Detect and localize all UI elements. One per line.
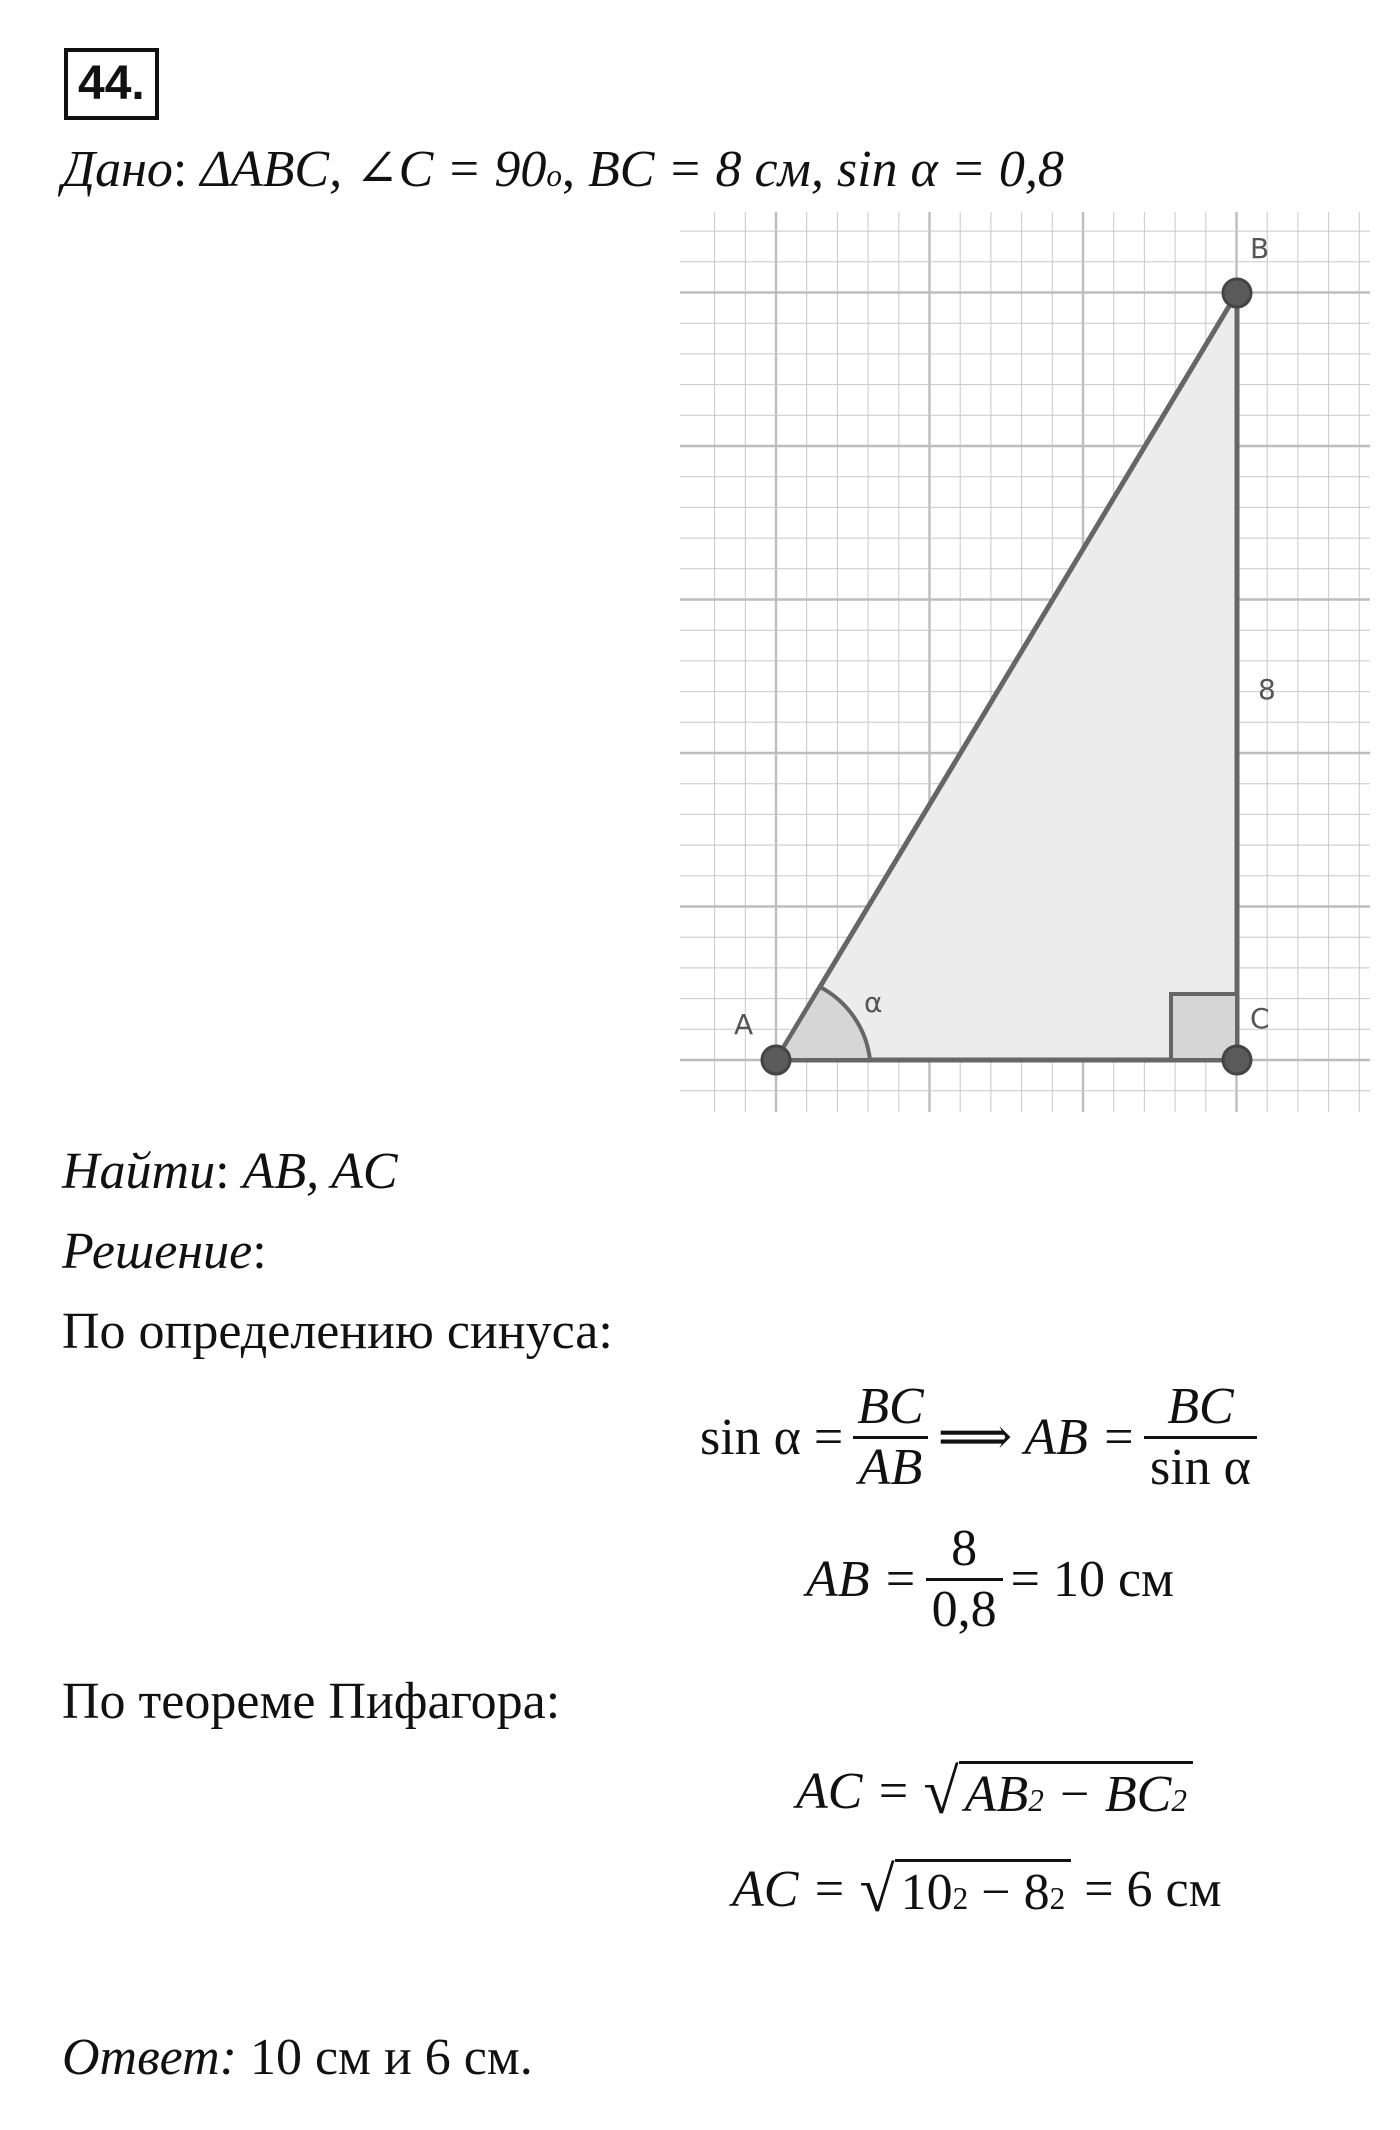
- given-triangle: ΔABC,: [200, 141, 343, 198]
- given-line: Дано: ΔABC, ∠C = $90^o$, BC = 8 см, sin α = 0,8: [62, 141, 1064, 198]
- answer-text: 10 см и 6 см.: [249, 2029, 533, 2086]
- given-label: Дано: [62, 141, 173, 198]
- label-a: A: [734, 1008, 754, 1041]
- f1-fraction: $\frac{BC}{AB}$: [851, 1378, 929, 1497]
- point-b: [1223, 279, 1251, 307]
- point-c: [1223, 1046, 1251, 1074]
- f1-fraction2: $\frac{BC}{\text{sin α}}$: [1144, 1378, 1257, 1497]
- given-sine: sin α = 0,8: [836, 141, 1064, 198]
- triangle-abc: [776, 293, 1237, 1060]
- solution-label: Решение:: [62, 1223, 267, 1280]
- point-a: [762, 1046, 790, 1074]
- formula-sine-definition: [700, 1378, 1265, 1497]
- step1-intro: По определению синуса:: [62, 1303, 613, 1360]
- given-angle: ∠C = $90^o$: [355, 141, 563, 198]
- f4-lhs: AC =: [732, 1861, 847, 1918]
- f2-fraction: $\frac{8}{0,8}$: [926, 1520, 1003, 1639]
- f4-rhs: = 6 см: [1084, 1861, 1222, 1918]
- label-c: C: [1250, 1002, 1270, 1035]
- formula-ac-value: [732, 1854, 1222, 1925]
- step2-intro: По теореме Пифагора:: [62, 1673, 561, 1730]
- label-b: B: [1250, 232, 1270, 265]
- given-side: BC = 8 см,: [588, 141, 824, 198]
- problem-number: 44.: [64, 48, 159, 120]
- find-line: Найти: AB, AC: [62, 1143, 398, 1200]
- f4-sqrt: √ $10^2 - 8^2$: [860, 1858, 1072, 1922]
- triangle-figure: [680, 212, 1380, 1132]
- label-side-bc: 8: [1258, 673, 1276, 706]
- formula-ab-value: [806, 1520, 1174, 1639]
- f2-lhs: AB =: [806, 1550, 918, 1608]
- f3-lhs: AC =: [796, 1763, 911, 1820]
- find-label: Найти: [62, 1143, 216, 1200]
- answer-line: [62, 2028, 533, 2088]
- formula-pythagoras: [796, 1756, 1193, 1827]
- find-text: AB, AC: [242, 1143, 398, 1200]
- answer-label: Ответ:: [62, 2029, 237, 2086]
- f1-arrow: ⟹ AB =: [937, 1408, 1136, 1466]
- f1-lhs: sin α =: [700, 1408, 844, 1466]
- label-alpha: α: [864, 986, 883, 1019]
- f3-sqrt: √ $AB^2 - BC^2$: [924, 1760, 1193, 1824]
- f2-rhs: = 10 см: [1010, 1550, 1174, 1608]
